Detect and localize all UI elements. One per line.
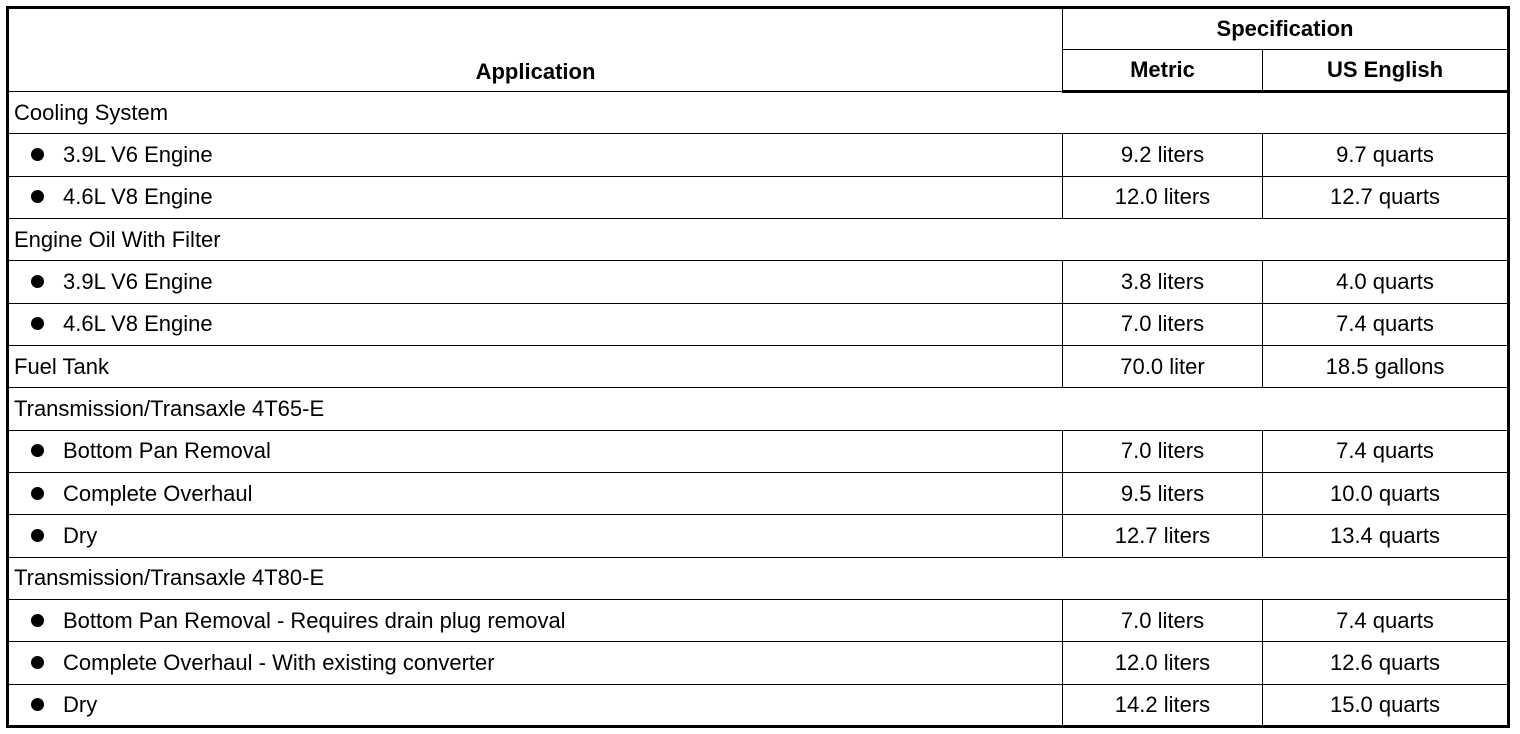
us-english-header: US English (1263, 50, 1509, 92)
metric-value: 14.2 liters (1063, 684, 1263, 726)
section-row-transaxle-4t80e (8, 557, 1509, 599)
us-value: 10.0 quarts (1263, 472, 1509, 514)
us-value: 9.7 quarts (1263, 134, 1509, 176)
metric-value: 9.2 liters (1063, 134, 1263, 176)
us-value: 7.4 quarts (1263, 303, 1509, 345)
item-cell (8, 303, 1063, 345)
us-value: 15.0 quarts (1263, 684, 1509, 726)
bullet-icon (31, 529, 44, 542)
table-row (8, 430, 1509, 472)
section-row-engine-oil (8, 218, 1509, 260)
metric-value: 70.0 liter (1063, 345, 1263, 387)
item-cell (8, 430, 1063, 472)
item-cell (8, 515, 1063, 557)
table-row (8, 472, 1509, 514)
table-row-fuel-tank (8, 345, 1509, 387)
us-value: 12.6 quarts (1263, 642, 1509, 684)
us-value: 7.4 quarts (1263, 430, 1509, 472)
table-row (8, 642, 1509, 684)
us-value: 18.5 gallons (1263, 345, 1509, 387)
bullet-icon (31, 487, 44, 500)
item-cell (8, 261, 1063, 303)
item-label: Bottom Pan Removal - Requires drain plug removal (63, 607, 566, 633)
item-label: 4.6L V8 Engine (63, 311, 213, 337)
metric-value: 7.0 liters (1063, 430, 1263, 472)
bullet-icon (31, 148, 44, 161)
us-value: 4.0 quarts (1263, 261, 1509, 303)
section-title: Transmission/Transaxle 4T80-E (8, 557, 1509, 599)
metric-value: 12.7 liters (1063, 515, 1263, 557)
bullet-icon (31, 698, 44, 711)
table-row (8, 134, 1509, 176)
metric-header: Metric (1063, 50, 1263, 92)
item-cell (8, 134, 1063, 176)
section-title: Cooling System (8, 92, 1509, 134)
metric-value: 9.5 liters (1063, 472, 1263, 514)
table-row (8, 684, 1509, 726)
metric-value: 3.8 liters (1063, 261, 1263, 303)
specification-header: Specification (1063, 8, 1509, 50)
item-label: Bottom Pan Removal (63, 438, 271, 464)
us-value: 7.4 quarts (1263, 599, 1509, 641)
item-label: 3.9L V6 Engine (63, 141, 213, 167)
item-label: Fuel Tank (8, 345, 1063, 387)
bullet-icon (31, 656, 44, 669)
bullet-icon (31, 444, 44, 457)
bullet-icon (31, 275, 44, 288)
section-title: Transmission/Transaxle 4T65-E (8, 388, 1509, 430)
application-header: Application (8, 8, 1063, 92)
bullet-icon (31, 190, 44, 203)
item-cell (8, 684, 1063, 726)
bullet-icon (31, 317, 44, 330)
section-row-cooling-system (8, 92, 1509, 134)
item-cell (8, 176, 1063, 218)
item-cell (8, 599, 1063, 641)
item-label: 4.6L V8 Engine (63, 184, 213, 210)
us-value: 12.7 quarts (1263, 176, 1509, 218)
metric-value: 7.0 liters (1063, 599, 1263, 641)
item-label: Dry (63, 522, 98, 548)
table-row (8, 599, 1509, 641)
item-label: Complete Overhaul - With existing converter (63, 649, 495, 675)
header-row-top (8, 8, 1509, 50)
table-row (8, 303, 1509, 345)
section-title: Engine Oil With Filter (8, 218, 1509, 260)
metric-value: 12.0 liters (1063, 176, 1263, 218)
item-label: Complete Overhaul (63, 480, 253, 506)
item-cell (8, 642, 1063, 684)
item-cell (8, 472, 1063, 514)
us-value: 13.4 quarts (1263, 515, 1509, 557)
section-row-transaxle-4t65e (8, 388, 1509, 430)
table-row (8, 515, 1509, 557)
metric-value: 12.0 liters (1063, 642, 1263, 684)
bullet-icon (31, 614, 44, 627)
table-row (8, 261, 1509, 303)
table-row (8, 176, 1509, 218)
metric-value: 7.0 liters (1063, 303, 1263, 345)
item-label: Dry (63, 691, 98, 717)
fluid-capacities-table (6, 6, 1510, 728)
item-label: 3.9L V6 Engine (63, 268, 213, 294)
